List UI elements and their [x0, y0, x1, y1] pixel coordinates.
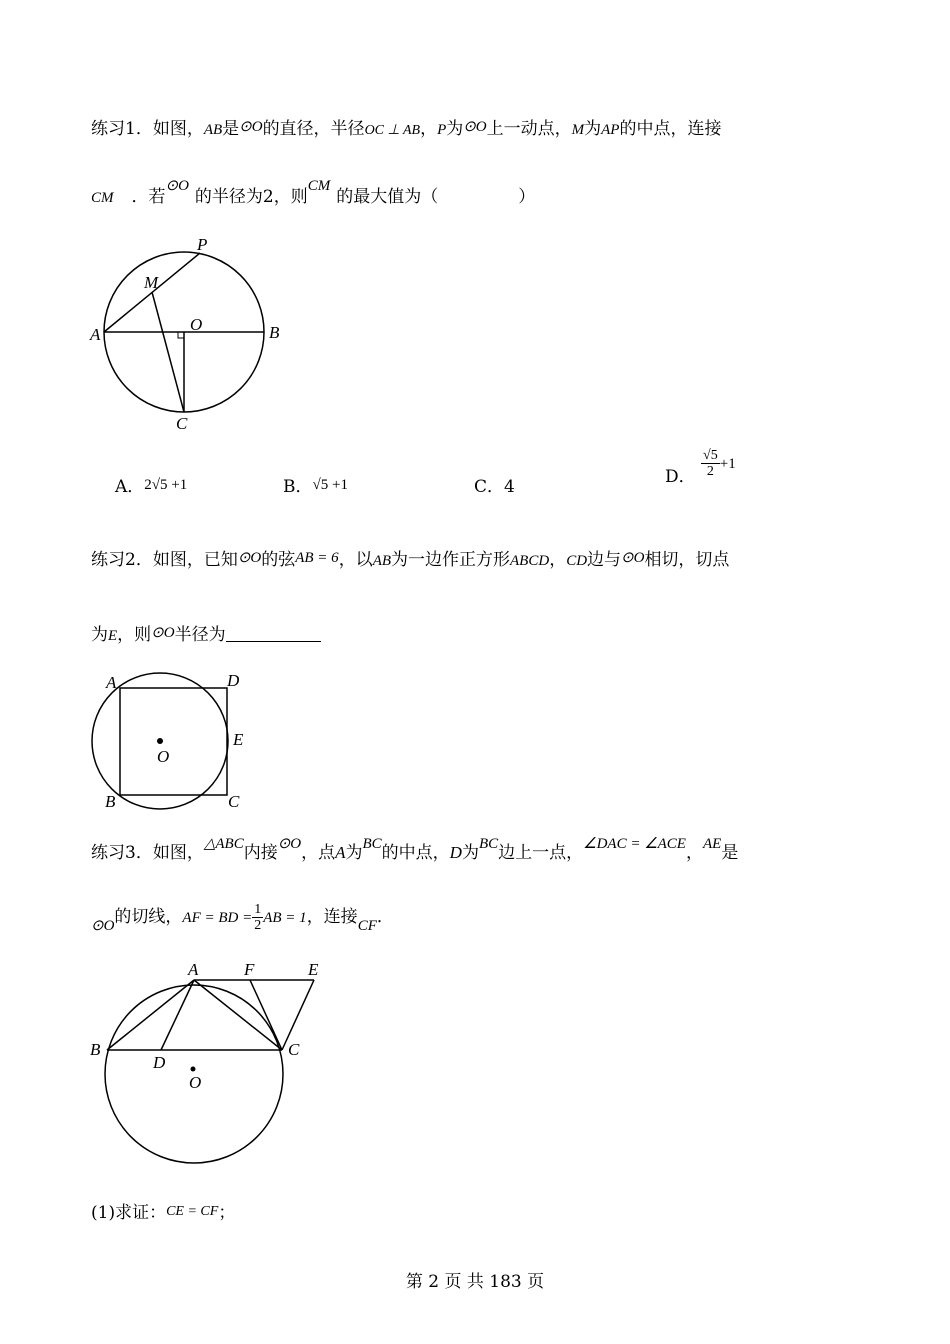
q1-figure — [80, 230, 300, 440]
q1-label-m: M — [144, 273, 159, 292]
q1-option-d: D． $\frac{√5}{2}$ +1 — [665, 448, 736, 487]
page-footer: 第 2 页 共 183 页 — [405, 1272, 545, 1292]
q2-center-dot — [157, 738, 163, 744]
q1-option-b: B．√5 +1 — [283, 477, 348, 497]
q2-line1: 练习2．如图，已知⊙O的弦AB = 6，以AB为一边作正方形ABCD，CD边与⊙O相切，切点 — [91, 550, 730, 570]
q3-label-f: F — [244, 960, 255, 979]
q1-label-o: O — [190, 315, 203, 334]
q2-label-d: D — [227, 671, 240, 690]
q3-part1: (1)求证：CE = CF； — [91, 1203, 236, 1223]
q2-figure — [80, 665, 270, 825]
q2-square — [120, 688, 227, 795]
q2-line2: 为E，则⊙O半径为 — [91, 620, 321, 645]
q2-label-c: C — [228, 792, 240, 811]
q1-line2: CM ．若⊙O的半径为2，则CM的最大值为（ ） — [91, 178, 536, 207]
q1-label-b: B — [269, 323, 280, 342]
q3-line2: ⊙O的切线，AF = BD = $\frac{1}{2}$ AB = 1，连接CF． — [91, 902, 394, 934]
q3-segment-ac — [194, 980, 282, 1050]
q3-segment-ad — [161, 980, 194, 1050]
q1-right-angle-mark — [178, 332, 184, 338]
q3-label-d: D — [153, 1053, 166, 1072]
q1-label-a: A — [90, 325, 101, 344]
q3-segment-cf — [250, 980, 282, 1050]
q2-label-e: E — [233, 730, 244, 749]
q1-line1: 练习1．如图，AB是⊙O的直径，半径OC ⊥ AB，P为⊙O上一动点，M为AP的中点，连接 — [91, 119, 722, 139]
q2-label-b: B — [105, 792, 116, 811]
q3-label-c: C — [288, 1040, 300, 1059]
q3-label-e: E — [308, 960, 319, 979]
q2-label-a: A — [106, 673, 117, 692]
q3-label-b: B — [90, 1040, 101, 1059]
q3-label-o: O — [189, 1073, 202, 1092]
q1-option-a: A．2√5 +1 — [115, 477, 188, 497]
q3-center-dot — [191, 1067, 196, 1072]
q1-option-c: C．4 — [474, 477, 515, 497]
q3-label-a: A — [188, 960, 199, 979]
q3-figure — [80, 955, 340, 1170]
q3-line1: 练习3．如图，△ABC内接⊙O，点A为BC的中点，D为BC边上一点，∠DAC = ∠ACE，AE是 — [91, 836, 739, 863]
q2-answer-blank — [226, 625, 321, 642]
q3-segment-ab — [107, 980, 194, 1050]
q1-segment-cm — [152, 292, 184, 412]
q1-label-p: P — [197, 235, 208, 254]
q1-label-c: C — [176, 414, 188, 433]
q2-label-o: O — [157, 747, 170, 766]
